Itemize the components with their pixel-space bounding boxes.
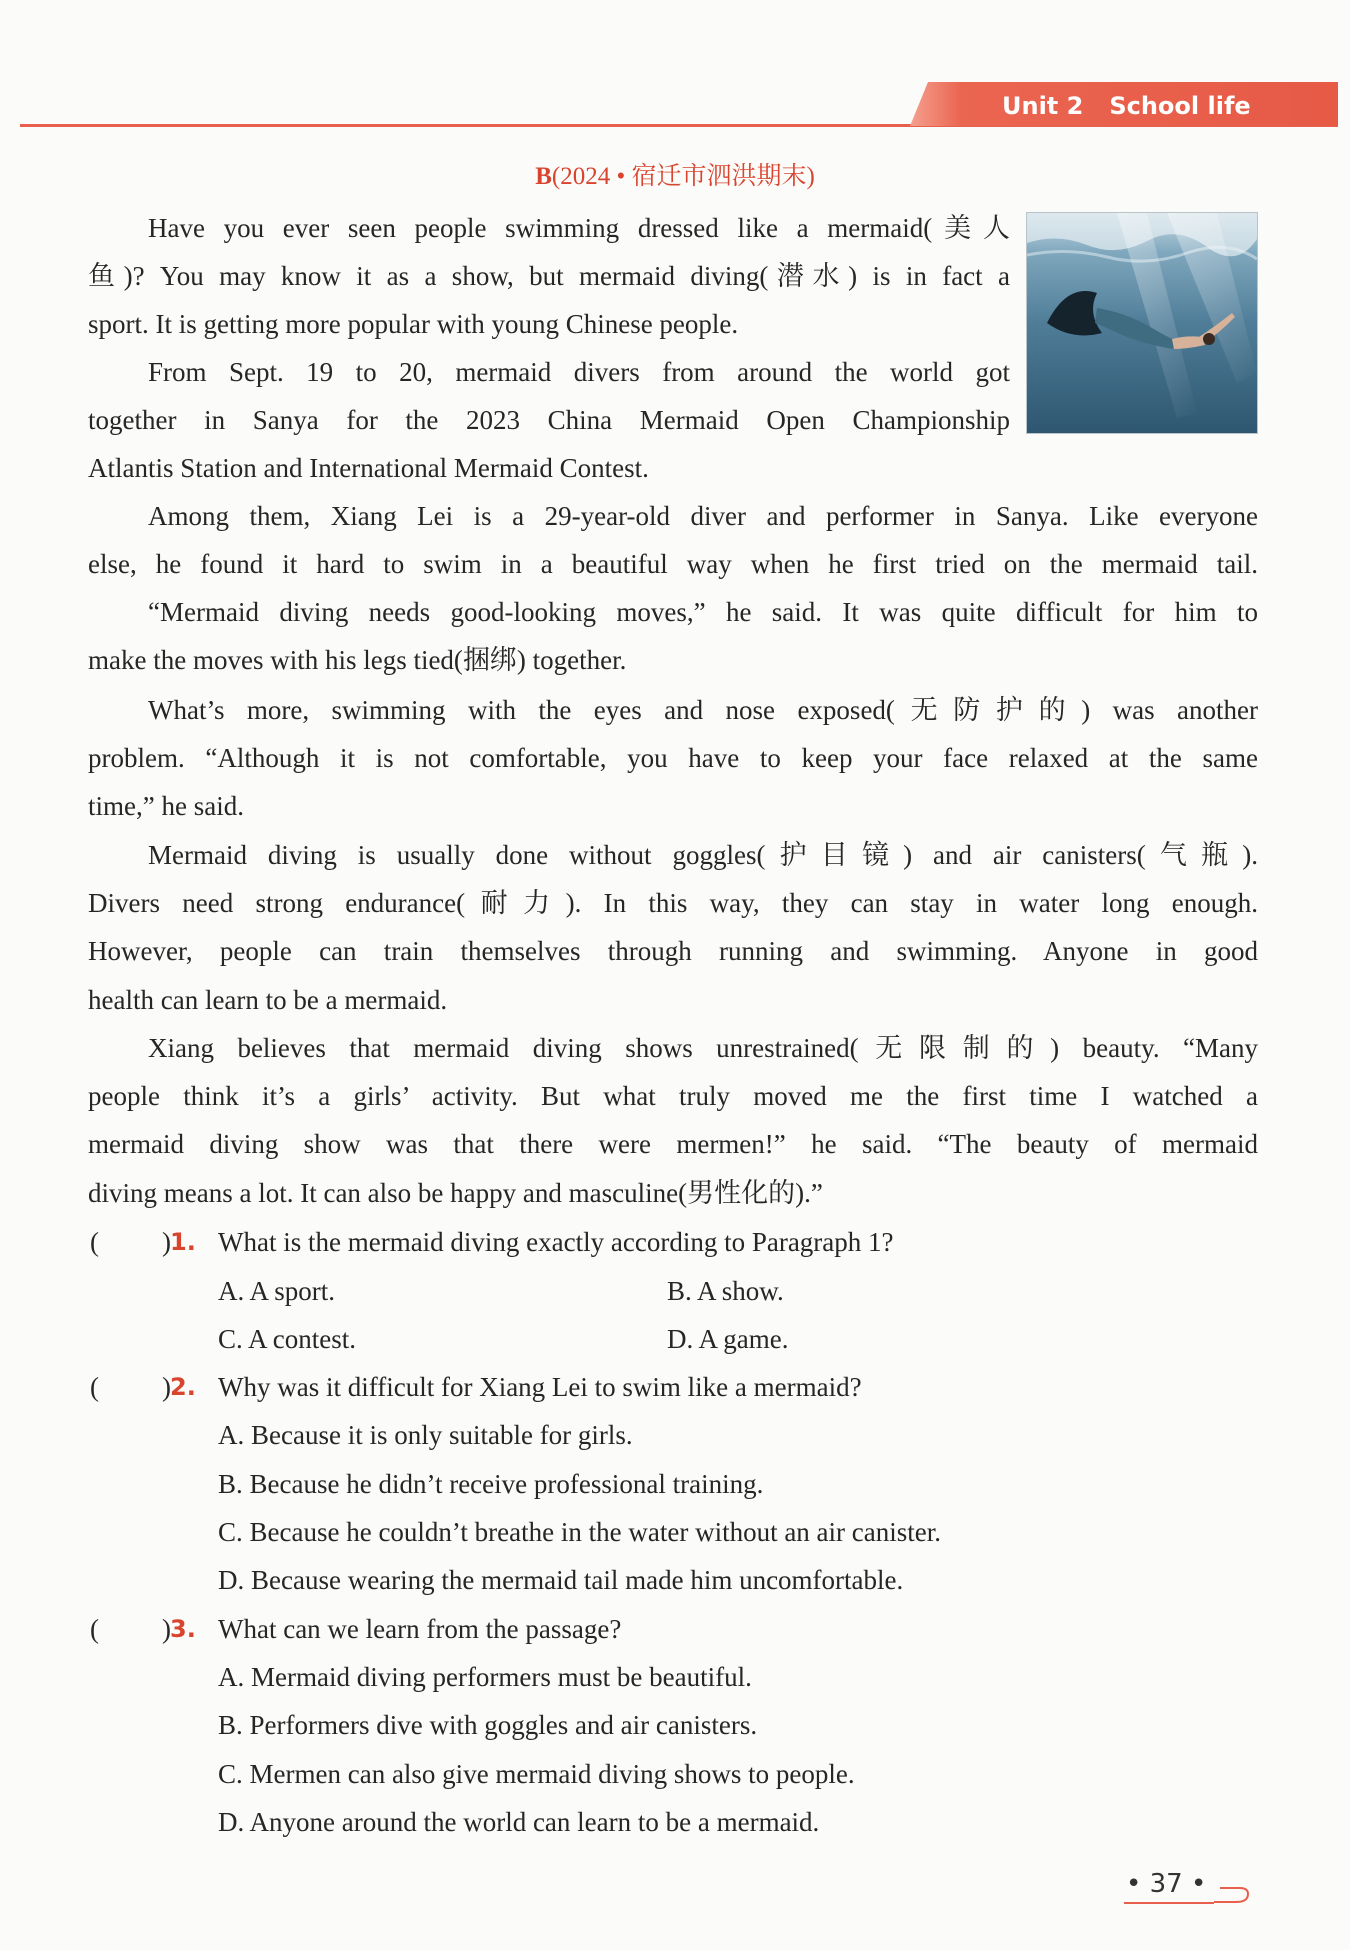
mermaid-photo [1026, 212, 1258, 434]
question-number: 3. [170, 1615, 196, 1643]
passage-line: diving means a lot. It can also be happy and masculine(男性化的).” [88, 1178, 823, 1208]
option-a[interactable]: A. A sport. [218, 1276, 336, 1306]
answer-blank[interactable]: ( ) [90, 1372, 171, 1402]
unit-topic: School life [1109, 92, 1251, 120]
option-c[interactable]: C. Mermen can also give mermaid diving shows to people. [218, 1759, 855, 1789]
section-title [0, 160, 1350, 194]
passage-line: 鱼)? You may know it as a show, but mermaid diving(潜水) is in fact a [88, 261, 1010, 291]
passage-line: Divers need strong endurance(耐力). In this way, they can stay in water long enough. [88, 888, 1258, 918]
passage-line: Have you ever seen people swimming dressed like a mermaid(美人 [148, 213, 1010, 243]
page-number: • 37 • [1126, 1869, 1207, 1899]
option-c[interactable]: C. A contest. [218, 1324, 357, 1354]
question-number: 1. [170, 1228, 196, 1256]
passage-line: health can learn to be a mermaid. [88, 985, 448, 1015]
option-d[interactable]: D. Because wearing the mermaid tail made him uncomfortable. [218, 1565, 904, 1595]
passage-line: “Mermaid diving needs good-looking moves,” he said. It was quite difficult for him to [148, 597, 1258, 627]
passage-line: What’s more, swimming with the eyes and nose exposed(无防护的) was another [148, 695, 1258, 725]
footer-rule [1124, 1902, 1214, 1904]
passage-line: together in Sanya for the 2023 China Mermaid Open Championship [88, 405, 1010, 435]
unit-label: Unit 2 [1002, 92, 1084, 120]
option-b[interactable]: B. Because he didn’t receive professional training. [218, 1469, 764, 1499]
question-text: What is the mermaid diving exactly according to Paragraph 1? [218, 1227, 894, 1257]
option-d[interactable]: D. Anyone around the world can learn to be a mermaid. [218, 1807, 820, 1837]
option-c[interactable]: C. Because he couldn’t breathe in the water without an air canister. [218, 1517, 942, 1547]
passage-line: Mermaid diving is usually done without goggles(护目镜) and air canisters(气瓶). [148, 840, 1258, 870]
option-d[interactable]: D. A game. [667, 1324, 789, 1354]
passage-line: Among them, Xiang Lei is a 29-year-old diver and performer in Sanya. Like everyone [148, 501, 1258, 531]
option-a[interactable]: A. Mermaid diving performers must be beautiful. [218, 1662, 752, 1692]
footer-curl-icon [1214, 1880, 1254, 1911]
passage-line: else, he found it hard to swim in a beautiful way when he first tried on the mermaid tail. [88, 549, 1258, 579]
passage-line: problem. “Although it is not comfortable, you have to keep your face relaxed at the same [88, 743, 1258, 773]
passage-line: However, people can train themselves through running and swimming. Anyone in good [88, 936, 1258, 966]
section-letter: B [535, 163, 552, 190]
passage-line: time,” he said. [88, 791, 244, 821]
unit-banner-text [1002, 88, 1251, 124]
passage-line: Atlantis Station and International Mermaid Contest. [88, 453, 649, 483]
option-a[interactable]: A. Because it is only suitable for girls. [218, 1420, 633, 1450]
question-text: Why was it difficult for Xiang Lei to swim like a mermaid? [218, 1372, 862, 1402]
question-number: 2. [170, 1373, 196, 1401]
passage-line: Xiang believes that mermaid diving shows unrestrained(无限制的) beauty. “Many [148, 1033, 1258, 1063]
section-source: (2024 • 宿迁市泗洪期末) [551, 163, 815, 190]
question-text: What can we learn from the passage? [218, 1614, 622, 1644]
passage-line: From Sept. 19 to 20, mermaid divers from around the world got [148, 357, 1010, 387]
option-b[interactable]: B. Performers dive with goggles and air canisters. [218, 1710, 758, 1740]
option-b[interactable]: B. A show. [667, 1276, 784, 1306]
passage-line: sport. It is getting more popular with young Chinese people. [88, 309, 739, 339]
answer-blank[interactable]: ( ) [90, 1227, 171, 1257]
passage-line: mermaid diving show was that there were mermen!” he said. “The beauty of mermaid [88, 1129, 1258, 1159]
passage-line: people think it’s a girls’ activity. But what truly moved me the first time I watched a [88, 1081, 1258, 1111]
answer-blank[interactable]: ( ) [90, 1614, 171, 1644]
passage-line: make the moves with his legs tied(捆绑) together. [88, 645, 627, 675]
